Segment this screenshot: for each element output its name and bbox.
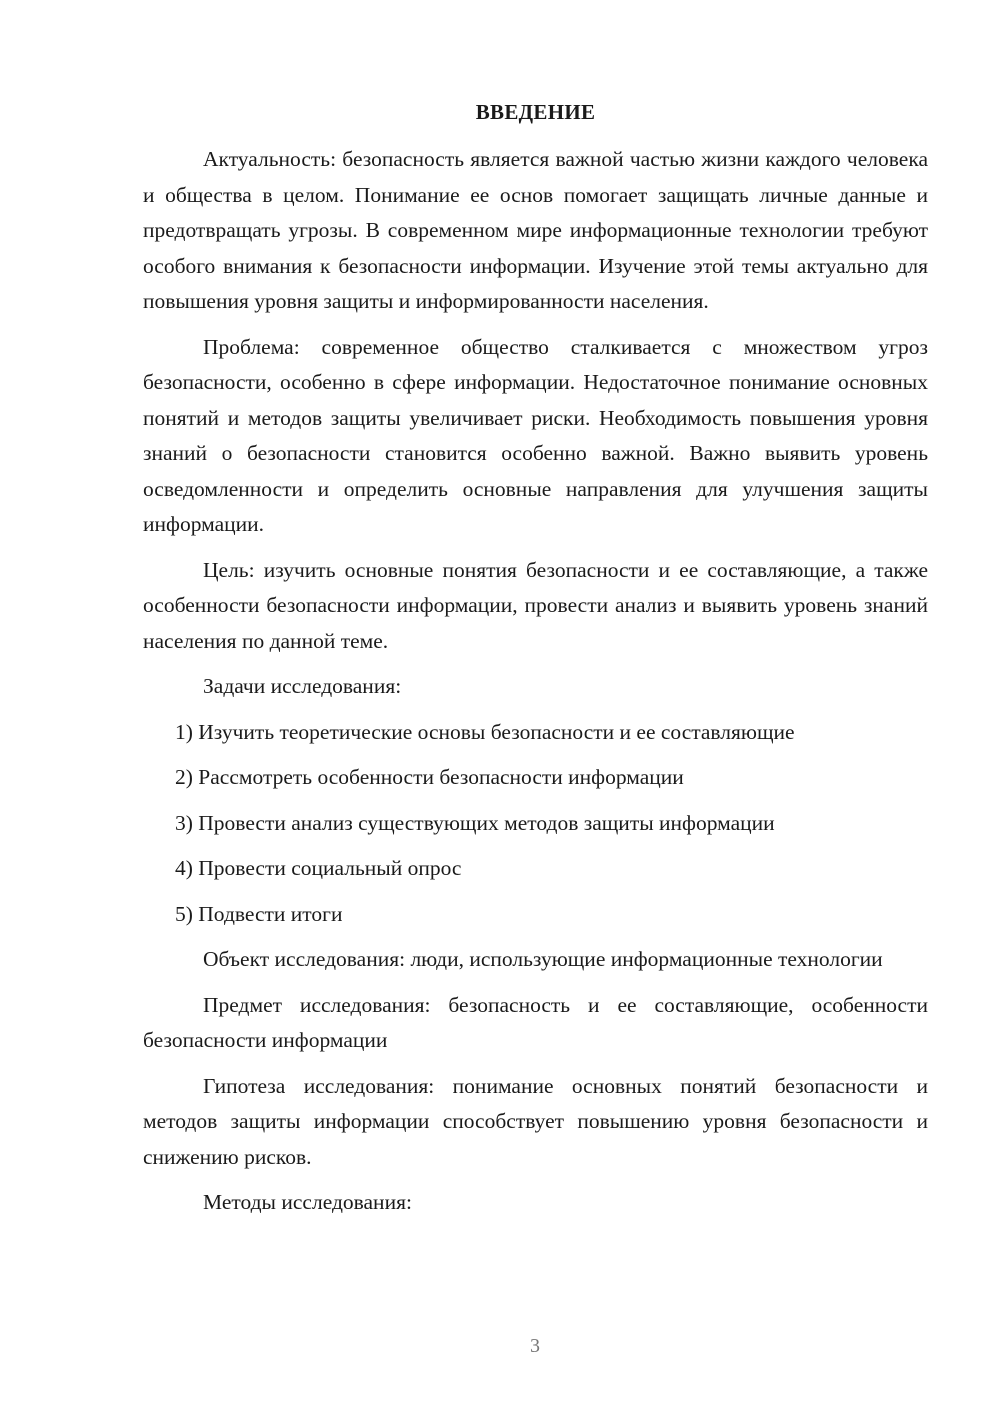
list-item: 5) Подвести итоги [175,901,343,926]
paragraph-goal: Цель: изучить основные понятия безопасности и ее составляющие, а также особенности безопасности информации, провести анализ и выявить уровень знаний населения по данной теме. [143,557,928,653]
paragraph-tasks-title: Задачи исследования: [203,674,402,698]
page-number: 3 [530,1335,540,1357]
page-title: ВВЕДЕНИЕ [475,100,596,124]
list-item: 4) Провести социальный опрос [175,856,462,880]
paragraph-relevance: Актуальность: безопасность является важной частью жизни каждого человека и общества в целом. Понимание ее основ помогает защищать личные данные и предотвращать угрозы. В современном мире информационные технологии требуют особого внимания к безопасности информации. Изучение этой темы актуально для повышения уровня защиты и информированности населения. [143,147,928,313]
list-item: 2) Рассмотреть особенности безопасности информации [175,765,684,789]
list-item: 1) Изучить теоретические основы безопасности и ее составляющие [175,719,795,744]
paragraph-methods-title: Методы исследования: [203,1190,412,1214]
paragraph-problem: Проблема: современное общество сталкивается с множеством угроз безопасности, особенно в сфере информации. Недостаточное понимание основных понятий и методов защиты увеличивает риски. Необходимость повышения уровня знаний о безопасности становится особенно важной. Важно выявить уровень осведомленности и определить основные направления для улучшения защиты информации. [143,334,928,536]
tasks-list [143,715,928,933]
document-body [143,142,928,1231]
paragraph-object: Объект исследования: люди, использующие информационные технологии [203,947,883,971]
paragraph-subject: Предмет исследования: безопасность и ее составляющие, особенности безопасности информации [143,992,928,1052]
paragraph-hypothesis: Гипотеза исследования: понимание основных понятий безопасности и методов защиты информации способствует повышению уровня безопасности и снижению рисков. [143,1073,928,1169]
list-item: 3) Провести анализ существующих методов защиты информации [175,810,775,835]
